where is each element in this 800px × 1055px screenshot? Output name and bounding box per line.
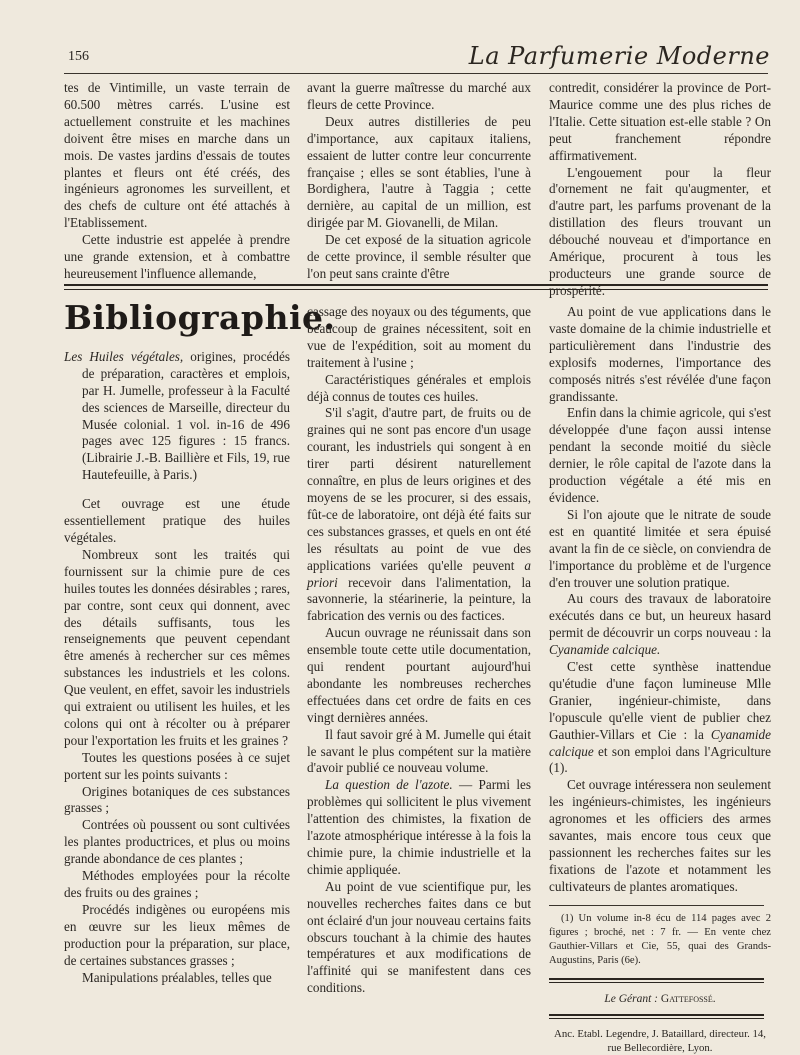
top-column-3 [549, 80, 771, 300]
paragraph [307, 777, 531, 878]
paragraph [549, 659, 771, 777]
section-heading: Bibliographie. [64, 298, 336, 337]
paragraph: Cet ouvrage intéressera non seulement les ingénieurs-chimistes, les ingénieurs agronomes et les officiers des armes savantes, mais encore tous ceux que passionnent les recherches faites sur les fixations de l'azote et notamment les cultivateurs de plantes aromatiques. [549, 777, 771, 894]
paragraph: Méthodes employées pour la récolte des fruits ou des graines ; [64, 868, 290, 900]
paragraph: De cet exposé de la situation agricole de cette province, il semble résulter que l'on peut sans crainte d'être [307, 232, 531, 281]
double-rule [549, 1014, 764, 1019]
paragraph: Procédés indigènes ou européens mis en œuvre sur les lieux mêmes de production pour la préparation, sur place, de certaines substances grasses ; [64, 901, 290, 968]
gerant-label: Le Gérant : [604, 992, 659, 1005]
emphasis: a priori [307, 557, 531, 590]
emphasis: Cyanamide calcique. [549, 642, 661, 658]
paragraph: Si l'on ajoute que le nitrate de soude est en quantité limitée et sera épuisé avant la fin de ce siècle, on conviendra de l'importance du problème et de l'urgence d'en trouver une solution pratique. [549, 506, 771, 590]
paragraph: Au point de vue scientifique pur, les nouvelles recherches faites dans ce but ont éclairé d'un jour nouveau certains faits obscurs touchant à la chimie des hautes températures et aux modifications de l'affinité qui se manifestent dans ces conditions. [307, 878, 531, 996]
double-rule [549, 978, 764, 983]
printer-credit: Anc. Etabl. Legendre, J. Bataillard, directeur. 14, rue Bellecordière, Lyon. [554, 1027, 766, 1054]
text-run: recevoir dans l'alimentation, la savonnerie, la stéarinerie, la peinture, la fabrication des vernis ou des factices. [307, 574, 532, 624]
paragraph: Manipulations préalables, telles que [82, 969, 272, 985]
paragraph: Origines botaniques de ces substances grasses ; [64, 783, 290, 816]
journal-title: La Parfumerie Moderne [468, 42, 770, 70]
text-run: — Parmi les problèmes qui sollicitent le plus vivement l'attention des chimistes, la fixation de l'azote atmosphérique intéresse à la fois la chimie pure, la chimie industrielle et la chimie appliquée. [307, 777, 531, 877]
text-run: S'il s'agit, d'autre part, de fruits ou de graines qui ne sont pas encore d'un usage courant, les industriels qui songent à en tirer parti désirent naturellement connaître, en plus de leurs origines et des moyens de se les procurer, si des essais, fût-ce de laboratoire, ont déjà été faits sur ces substances grasses, et quels en ont été les résultats au point de vue des applications variées qu'elle peuvent [307, 405, 531, 573]
biblio-column-1 [64, 298, 336, 986]
paragraph: tes de Vintimille, un vaste terrain de 60.500 mètres carrés. L'usine est actuellement construite et les machines doivent être mises en marche dans un mois. De vastes jardins d'essais de toutes plantes et fleurs ont été créés, des ingénieurs agronomes les surveillent, et des chefs de culture ont été attachés à l'Etablissement. [64, 80, 290, 231]
paragraph: Cette industrie est appelée à prendre une grande extension, et à combattre heureusement l'influence allemande, [64, 232, 290, 281]
paragraph: cassage des noyaux ou des téguments, que beaucoup de graines nécessitent, soit en vue de l'expédition, soit au moment du traitement à l'usine ; [307, 304, 531, 370]
text-run: C'est cette synthèse inattendue qu'étudie d'une façon lumineuse Mlle Granier, ingénieur-chimiste, dans l'opuscule qu'elle vient de publier chez Gauthier-Villars et Cie : la [549, 659, 771, 742]
text-run: et son emploi dans l'Agriculture (1). [549, 743, 771, 776]
paragraph: Au point de vue applications dans le vaste domaine de la chimie industrielle et particulièrement dans l'industrie des explosifs modernes, l'importance des composés nitrés s'est révélée d'une façon grandissante. [549, 304, 771, 404]
biblio-column-2 [307, 304, 531, 997]
paragraph [307, 405, 531, 625]
paragraph: Nombreux sont les traités qui fournissent sur la chimie pure de ces huiles toutes les données désirables ; rares, par contre, sont ceux qui donnent, avec des détails suffisants, tous les renseignements que peuvent cependant être amenés à rechercher sur ces mêmes substances les industriels et les colons. Que veulent, en effet, savoir les industriels qui extraient ou utilisent les huiles, et les colons qui ont à récolter ou à préparer pour l'exportation les fruits et les graines ? [64, 546, 290, 748]
text-run: Au cours des travaux de laboratoire exécutés dans ce but, un heureux hasard permit de découvrir un corps nouveau : la [549, 591, 771, 641]
paragraph: L'engouement pour la fleur d'ornement ne fait qu'augmenter, et d'autre part, les parfums provenant de la distillation des fleurs trouvant un débouché nouveau et d'importance en Amérique, procurent à tous les producteurs une grande source de prospérité. [549, 164, 771, 298]
gerant-name: Gattefossé. [660, 992, 716, 1005]
paragraph: Deux autres distilleries de peu d'importance, aux capitaux italiens, essaient de lutter contre leur concurrente française ; elles se sont établies, l'une à Bordighera, l'autre à Taggia ; cette dernière, au capital de un million, est dirigée par M. Giovanelli, de Milan. [307, 113, 531, 231]
top-column-1 [64, 80, 290, 283]
header-rule [64, 73, 768, 74]
footnote: (1) Un volume in-8 écu de 114 pages avec 2 figures ; broché, net : 7 fr. — En vente chez Gauthier-Villars et Cie, 55, quai des Grands-Augustins, Paris (6e). [549, 912, 771, 966]
section-separator [64, 284, 768, 290]
paragraph: Cet ouvrage est une étude essentiellement pratique des huiles végétales. [64, 496, 290, 545]
paragraph: Enfin dans la chimie agricole, qui s'est développée d'une façon aussi intense pendant la seconde moitié du siècle dernier, le rôle capital de l'azote dans la production végétale a été mis en évidence. [549, 405, 771, 505]
article-title: La question de l'azote. [325, 777, 453, 793]
paragraph: avant la guerre maîtresse du marché aux fleurs de cette Province. [307, 80, 531, 112]
paragraph: contredit, considérer la province de Port-Maurice comme une des plus riches de l'Italie. Cette situation est-elle stable ? On peut franchement répondre affirmativement. [549, 80, 771, 163]
footnote-rule [549, 905, 764, 906]
paragraph: Aucun ouvrage ne réunissait dans son ensemble toute cette utile documentation, qui rendent pourtant aujourd'hui abondante les nombreuses recherches effectuées dans cet ordre de faits en ces vingt dernières années. [307, 625, 531, 725]
top-column-2 [307, 80, 531, 283]
book-details: origines, procédés de préparation, caractères et emplois, par H. Jumelle, professeur à la Faculté des sciences de Marseille, directeur du Musée colonial. 1 vol. in-16 de 496 pages avec 125 figures : 15 francs. (Librairie J.-B. Baillière et Fils, 19, rue Hautefeuille, à Paris.) [82, 348, 291, 483]
book-title: Les Huiles végétales, [64, 348, 184, 364]
paragraph: Caractéristiques générales et emplois déjà connus de toutes ces huiles. [307, 371, 531, 404]
page-number: 156 [68, 49, 89, 64]
paragraph [549, 591, 771, 659]
gerant-line [549, 991, 771, 1008]
biblio-column-3 [549, 304, 771, 1055]
paragraph: Contrées où poussent ou sont cultivées les plantes productrices, et plus ou moins grande abondance de ces plantes ; [64, 817, 290, 867]
paragraph: Toutes les questions posées à ce sujet portent sur les points suivants : [64, 749, 290, 782]
emphasis: Cyanamide calcique [549, 726, 771, 759]
paragraph: Il faut savoir gré à M. Jumelle qui était le savant le plus compétent sur la matière d'avoir publié ce nouveau volume. [307, 726, 531, 776]
book-reference [64, 349, 290, 484]
